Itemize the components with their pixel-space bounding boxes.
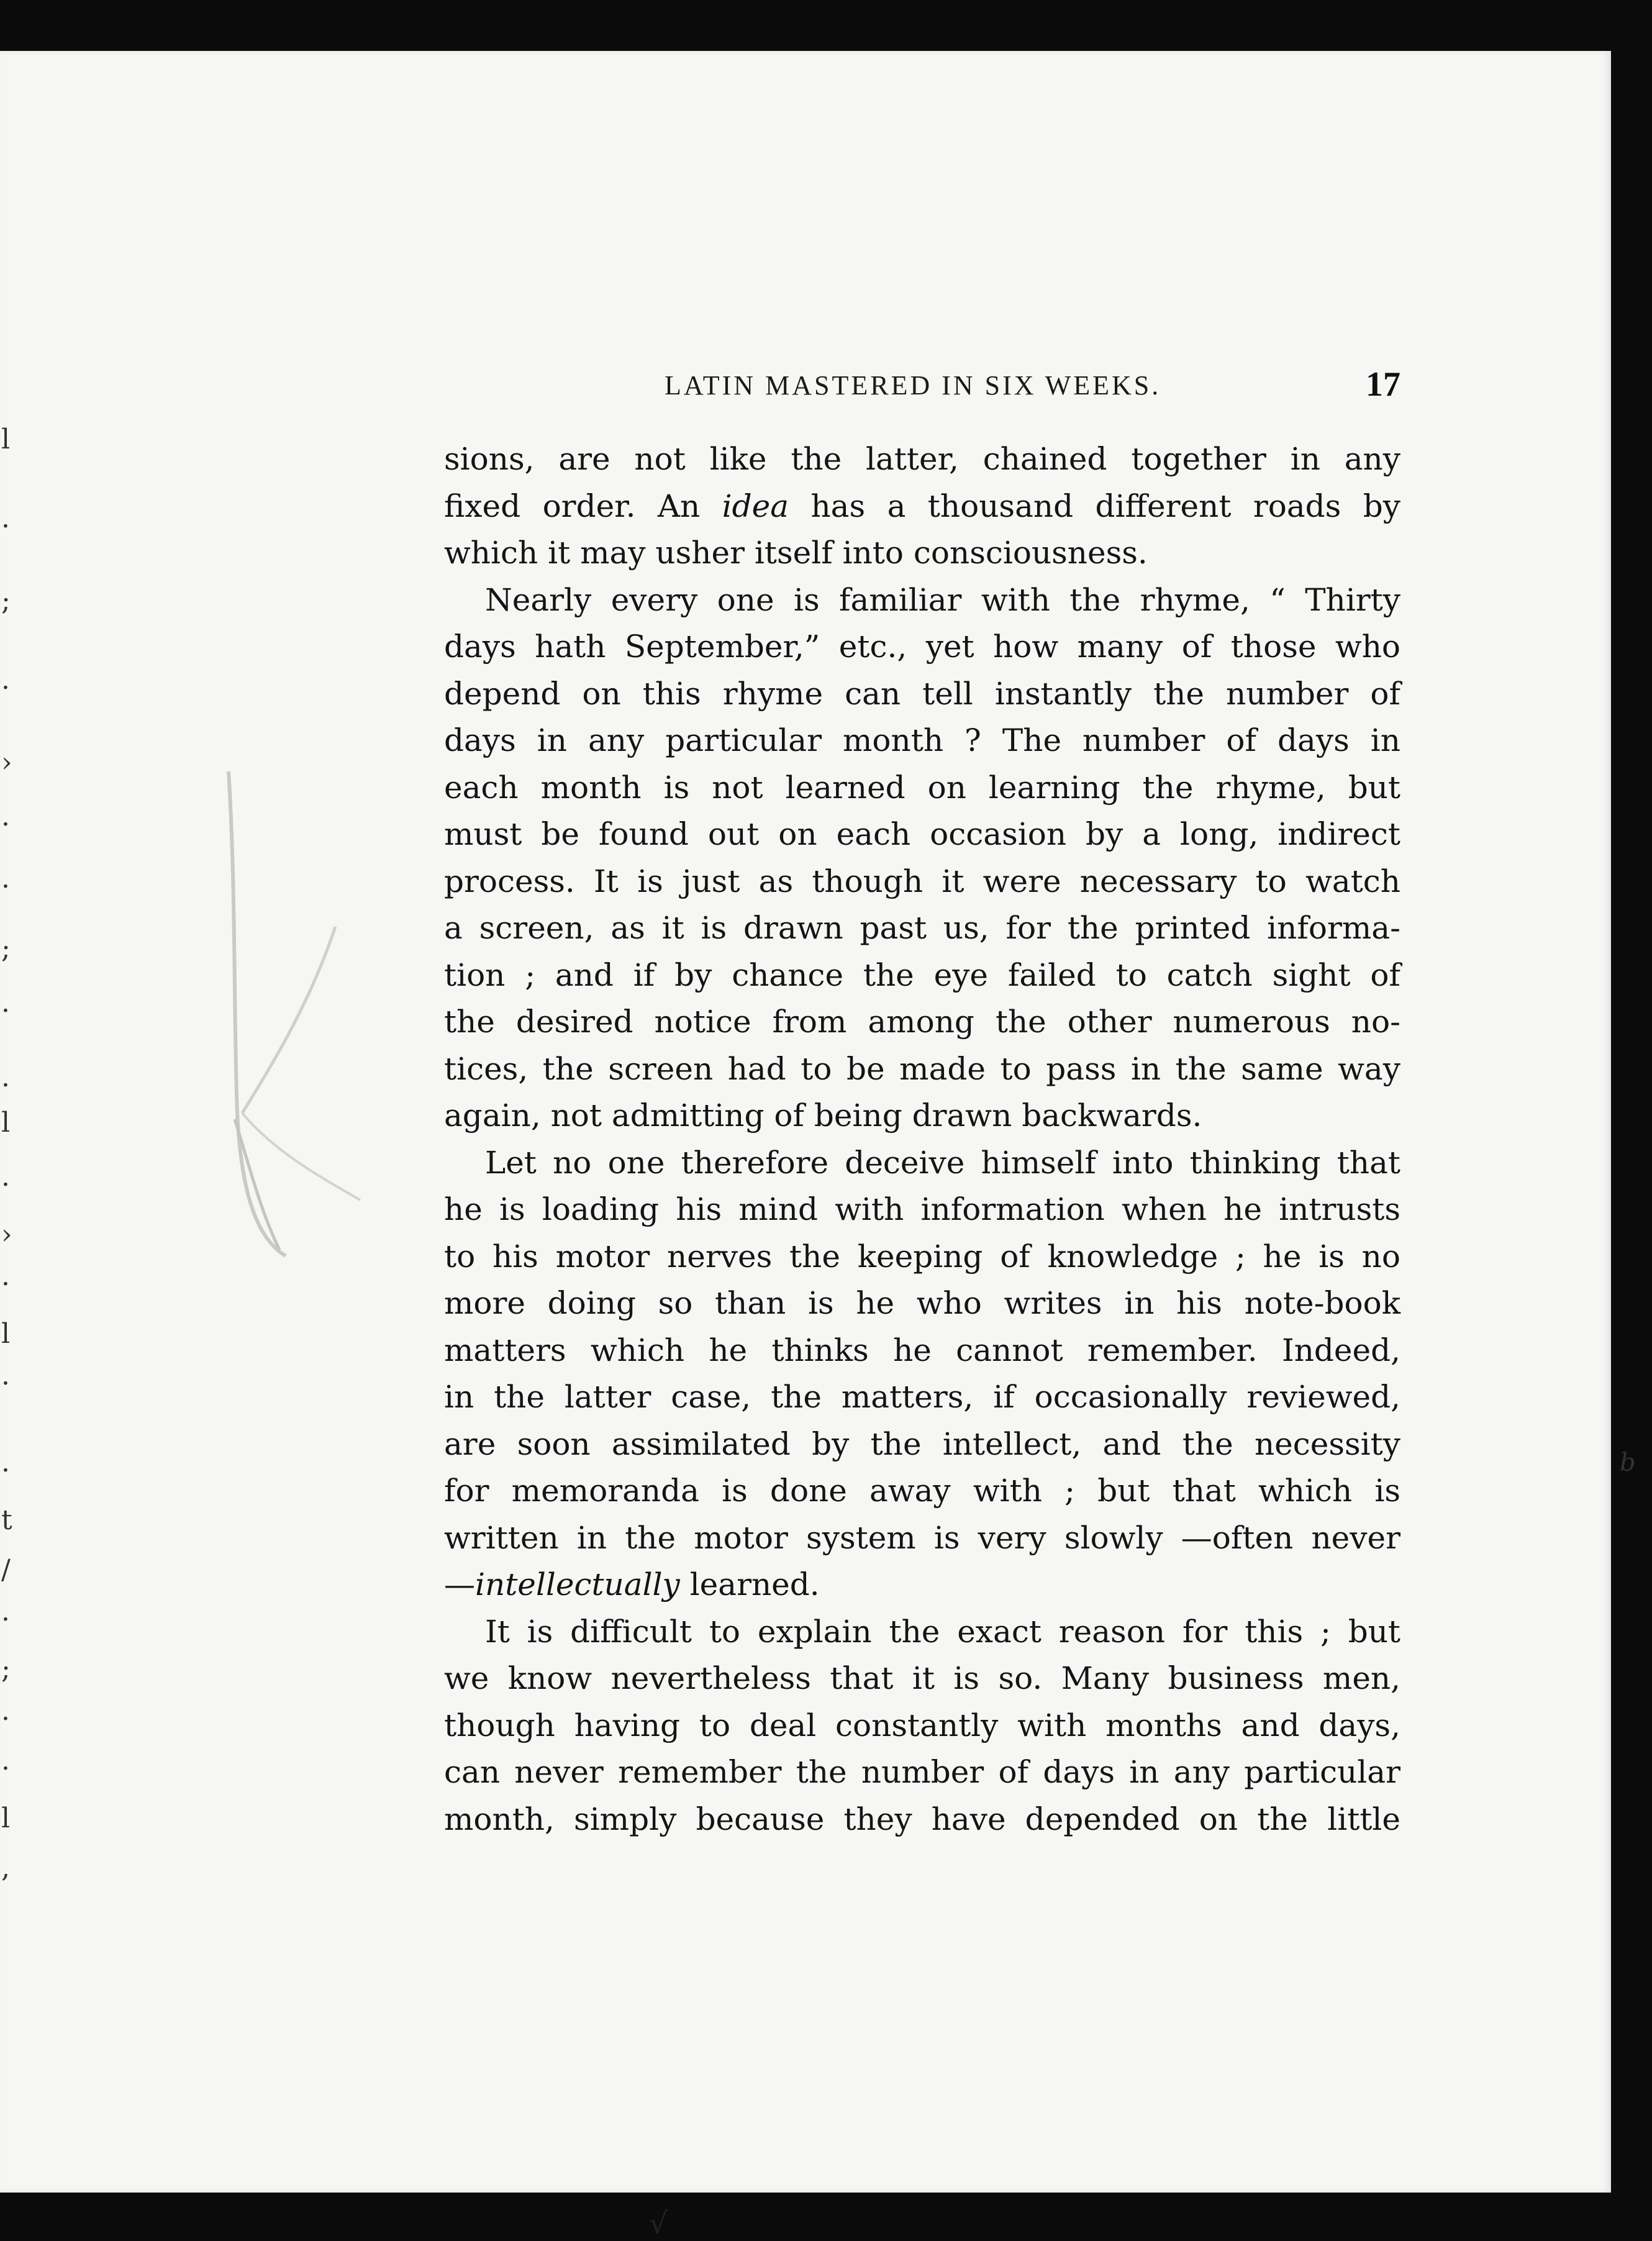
text-line: written in the motor system is very slowly —often never [444,1519,1400,1556]
text-line: It is difficult to explain the exact reason for this ; but [485,1613,1400,1650]
text-line: tion ; and if by chance the eye failed to catch sight of [444,957,1400,993]
text-line: more doing so than is he who writes in his note-book [444,1285,1400,1321]
text-line: to his motor nerves the keeping of knowledge ; he is no [444,1238,1400,1275]
text-line: each month is not learned on learning the rhyme, but [444,769,1400,806]
text-line: days hath September,” etc., yet how many of those who [444,629,1400,665]
running-head [665,365,1400,408]
text-line: must be found out on each occasion by a long, indirect [444,816,1400,852]
text-line: month, simply because they have depended on the little [444,1801,1400,1837]
text-line: are soon assimilated by the intellect, and the necessity [444,1425,1400,1462]
text-line: matters which he thinks he cannot remember. Indeed, [444,1332,1400,1368]
text-line: fixed order. An idea has a thousand different roads by [444,488,1400,524]
book-page [0,51,1636,2241]
text-line: for memoranda is done away with ; but that which is [444,1473,1400,1509]
text-line: Let no one therefore deceive himself into thinking that [485,1144,1400,1181]
text-line: sions, are not like the latter, chained together in any [444,441,1400,477]
text-line: Nearly every one is familiar with the rhyme, “ Thirty [485,581,1400,618]
page-number: 17 [1366,365,1400,404]
text-line: again, not admitting of being drawn backwards. [444,1098,1202,1134]
text-line: we know nevertheless that it is so. Many business men, [444,1660,1400,1696]
text-line: the desired notice from among the other numerous no- [444,1004,1400,1040]
facing-page-bleed: l · ; · › · · ; · · l · › · l · · t / · ; · · l , [1,424,12,1884]
text-line: —intellectually learned. [444,1566,820,1602]
running-head-title: LATIN MASTERED IN SIX WEEKS. [665,370,1161,401]
text-line: which it may usher itself into consciousness. [444,535,1148,571]
body-text [444,436,1400,1843]
bottom-mark: √ [649,2206,668,2241]
text-line: he is loading his mind with information when he intrusts [444,1191,1400,1227]
text-line: in the latter case, the matters, if occasionally reviewed, [444,1379,1400,1415]
margin-mark: b [1620,1448,1636,1477]
text-line: tices, the screen had to be made to pass in the same way [444,1050,1400,1087]
text-line: though having to deal constantly with months and days, [444,1707,1400,1743]
text-line: depend on this rhyme can tell instantly the number of [444,675,1400,712]
text-line: days in any particular month ? The number of days in [444,722,1400,758]
text-line: a screen, as it is drawn past us, for the printed informa- [444,910,1400,946]
text-line: process. It is just as though it were necessary to watch [444,863,1400,899]
text-line: can never remember the number of days in any particular [444,1754,1400,1790]
binding-thread [205,765,366,1262]
